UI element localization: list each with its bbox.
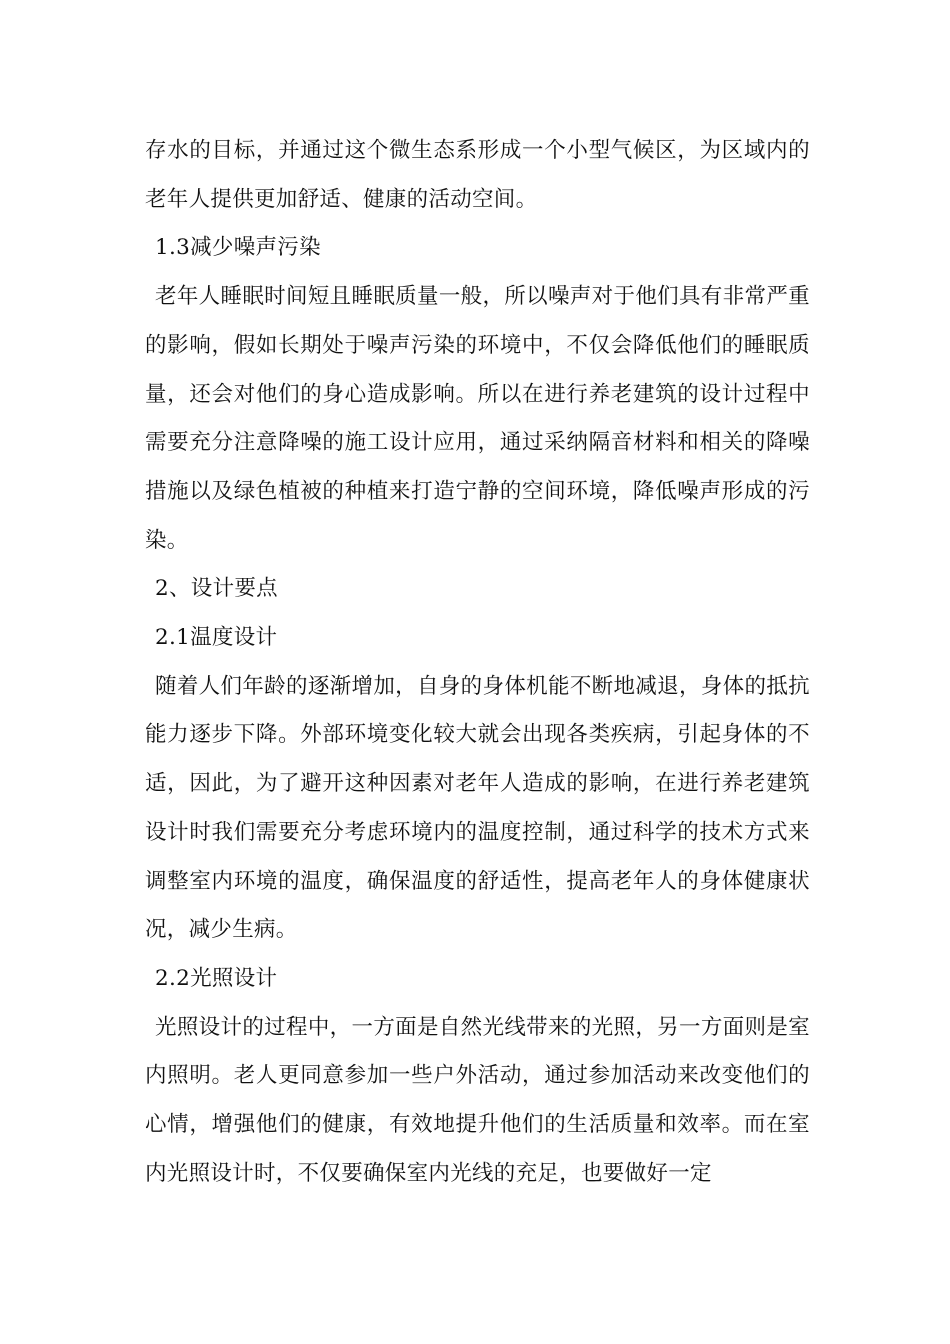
document-body: [145, 127, 810, 1198]
section-heading-2-2: 2.2光照设计: [155, 965, 278, 991]
paragraph-temperature-design: 随着人们年龄的逐渐增加，自身的身体机能不断地减退，身体的抵抗能力逐步下降。外部环境变化较大就会出现各类疾病，引起身体的不适，因此，为了避开这种因素对老年人造成的影响，在进行养老建筑设计时我们需要充分考虑环境内的温度控制，通过科学的技术方式来调整室内环境的温度，确保温度的舒适性，提高老年人的身体健康状况，减少生病。: [145, 673, 810, 943]
paragraph-continuation: 存水的目标，并通过这个微生态系形成一个小型气候区，为区域内的老年人提供更加舒适、健康的活动空间。: [145, 138, 810, 212]
section-heading-2: 2、设计要点: [155, 576, 278, 602]
section-heading-1-3: 1.3减少噪声污染: [155, 235, 321, 261]
section-heading-2-1: 2.1温度设计: [155, 625, 278, 651]
paragraph-lighting-design: 光照设计的过程中，一方面是自然光线带来的光照，另一方面则是室内照明。老人更同意参加一些户外活动，通过参加活动来改变他们的心情，增强他们的健康，有效地提升他们的生活质量和效率。而在室内光照设计时，不仅要确保室内光线的充足，也要做好一定: [145, 1014, 810, 1186]
paragraph-noise-pollution: 老年人睡眠时间短且睡眠质量一般，所以噪声对于他们具有非常严重的影响，假如长期处于噪声污染的环境中，不仅会降低他们的睡眠质量，还会对他们的身心造成影响。所以在进行养老建筑的设计过程中需要充分注意降噪的施工设计应用，通过采纳隔音材料和相关的降噪措施以及绿色植被的种植来打造宁静的空间环境，降低噪声形成的污染。: [145, 284, 810, 553]
